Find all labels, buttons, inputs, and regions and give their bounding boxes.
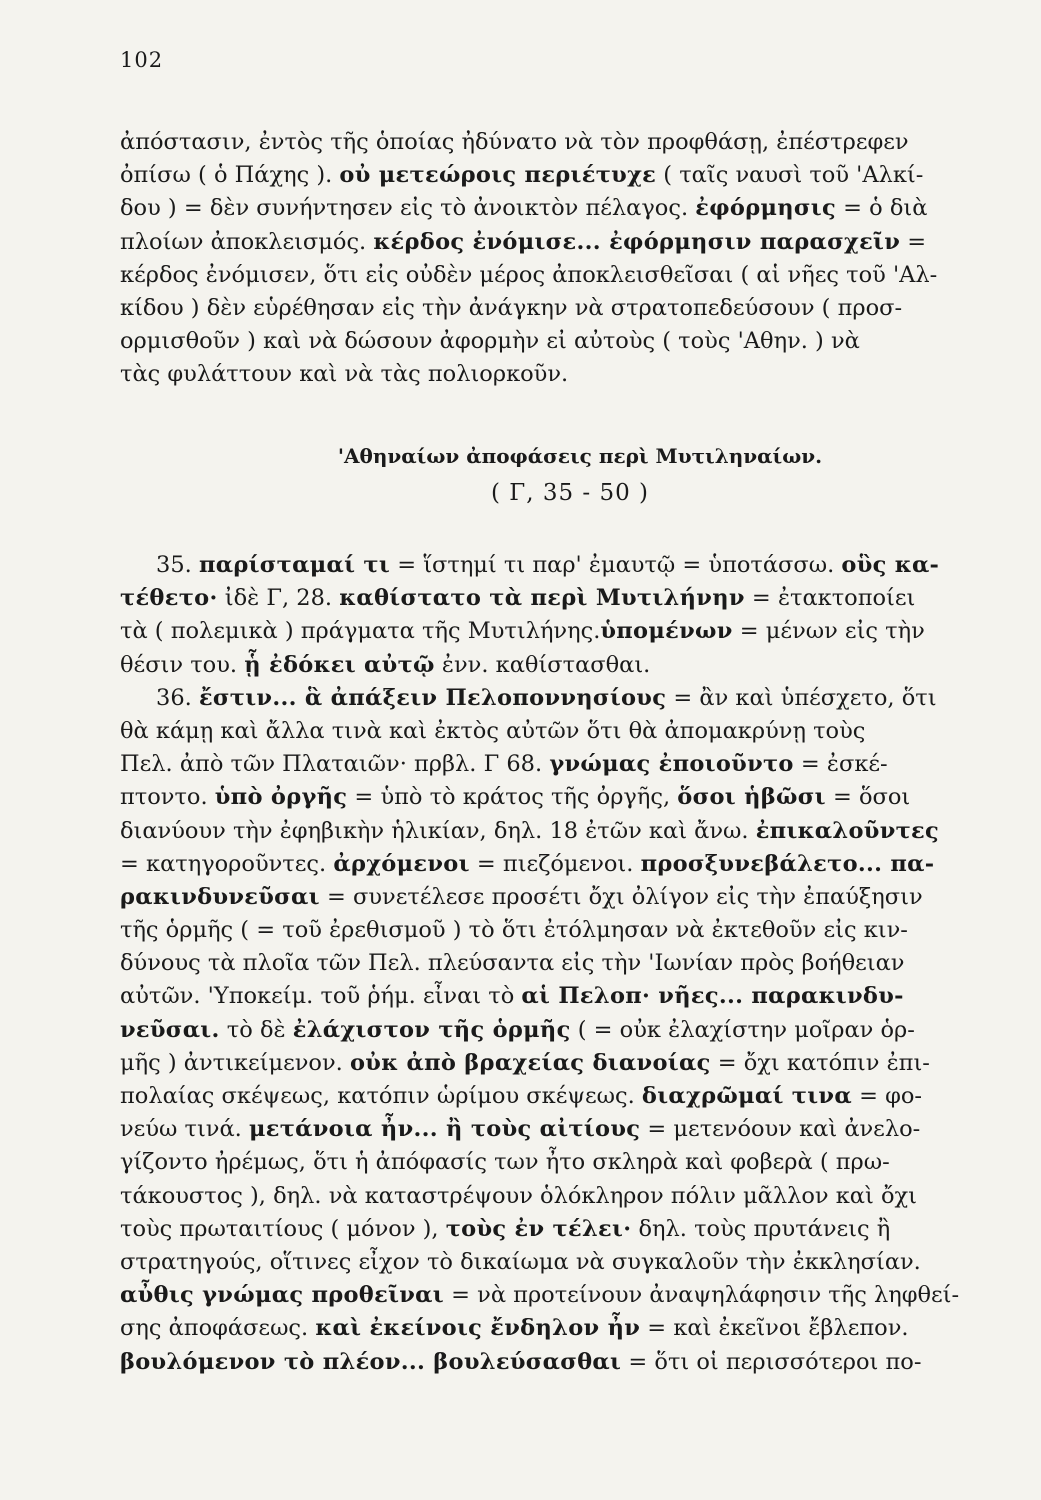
text-line [120, 914, 1020, 947]
bold-term: ᾗ ἐδόκει αὐτῷ [244, 651, 435, 678]
text-line [120, 1014, 1020, 1047]
text-line [120, 1180, 1020, 1213]
bold-term: ὑπομένων [600, 618, 733, 645]
text-run: Πελ. ἀπὸ τῶν Πλαταιῶν· πρβλ. Γ 68. [120, 751, 550, 778]
text-run: = [900, 228, 927, 255]
paragraph-top [120, 126, 1020, 392]
text-run: = ὄχι κατόπιν ἐπι- [710, 1049, 930, 1076]
section-header [120, 440, 1020, 513]
text-run: αὐτῶν. 'Υποκείμ. τοῦ ῥήμ. εἶναι τὸ [120, 983, 522, 1010]
text-line [120, 615, 1020, 648]
text-line [120, 649, 1020, 682]
section-range: ( Γ, 35 - 50 ) [490, 480, 650, 506]
text-line [120, 126, 1020, 159]
text-line [120, 226, 1020, 259]
bold-term: αὖθις γνώμας προθεῖναι [120, 1282, 444, 1309]
text-line [120, 325, 1020, 358]
text-run: γίζοντο ἠρέμως, ὅτι ἡ ἀπόφασίς των ἦτο σκληρὰ καὶ φοβερὰ ( πρω- [120, 1149, 890, 1176]
bold-term: ἐπικαλοῦντες [755, 817, 940, 844]
bold-term: ρακινδυνεῦσαι [120, 883, 320, 910]
text-run: ὀπίσω ( ὁ Πάχης ). [120, 162, 340, 189]
page-number: 102 [120, 48, 164, 72]
text-run: τοὺς πρωταιτίους ( μόνον ), [120, 1215, 446, 1242]
text-line [120, 1080, 1020, 1113]
text-line [120, 582, 1020, 615]
text-run: τὰ ( πολεμικὰ ) πράγματα τῆς Μυτιλήνης. [120, 618, 601, 645]
text-run: = ἐτακτοποίει [744, 585, 916, 612]
text-run: = μένων εἰς τὴν [732, 618, 925, 645]
text-run: θέσιν του. [120, 651, 245, 678]
text-line [120, 947, 1020, 980]
bold-term: τοὺς ἐν τέλει· [445, 1215, 632, 1242]
paragraph-bottom [120, 549, 1020, 1379]
text-line [120, 848, 1020, 881]
text-line [120, 159, 1020, 192]
bold-term: οὐκ ἀπὸ βραχείας διανοίας [349, 1049, 711, 1076]
bold-term: νεῦσαι. [120, 1016, 220, 1043]
bold-term: ὑπὸ ὀργῆς [214, 784, 348, 811]
text-run: πλοίων ἀποκλεισμός. [120, 228, 374, 255]
bold-term: βουλόμενον τὸ πλέον... βουλεύσασθαι [120, 1348, 622, 1375]
text-run: μῆς ) ἀντικείμενον. [120, 1049, 350, 1076]
text-run: ἐνν. καθίστασθαι. [434, 651, 651, 678]
bold-term: ἐλάχιστον τῆς ὁρμῆς [292, 1016, 571, 1043]
bold-term: κέρδος ἐνόμισε... ἐφόρμησιν παρασχεῖν [373, 228, 901, 255]
text-run: ἀπόστασιν, ἐντὸς τῆς ὁποίας ἠδύνατο νὰ τὸν προφθάσῃ, ἐπέστρεφεν [120, 129, 909, 155]
text-run: ἰδὲ Γ, 28. [217, 585, 340, 612]
bold-term: τέθετο· [120, 585, 218, 612]
text-run: = μετενόουν καὶ ἀνελο- [640, 1116, 921, 1143]
text-run: τάκουστος ), δηλ. νὰ καταστρέψουν ὁλόκληρον πόλιν μᾶλλον καὶ ὄχι [120, 1182, 917, 1209]
text-run: = ἂν καὶ ὑπέσχετο, ὅτι [666, 684, 937, 711]
text-line [120, 192, 1020, 225]
text-run: πολαίας σκέψεως, κατόπιν ὡρίμου σκέψεως. [120, 1083, 642, 1109]
text-run: κέρδος ἐνόμισεν, ὅτι εἰς οὐδὲν μέρος ἀποκλεισθεῖσαι ( αἱ νῆες τοῦ 'Αλ- [120, 261, 938, 288]
text-run: στρατηγούς, οἵτινες εἶχον τὸ δικαίωμα νὰ συγκαλοῦν τὴν ἐκκλησίαν. [120, 1248, 921, 1275]
text-line [120, 1312, 1020, 1345]
text-line [120, 549, 1020, 582]
text-run: κίδου ) δὲν εὑρέθησαν εἰς τὴν ἀνάγκην νὰ στρατοπεδεύσουν ( προσ- [120, 294, 903, 321]
text-run: δύνους τὰ πλοῖα τῶν Πελ. πλεύσαντα εἰς τὴν 'Ιωνίαν πρὸς βοήθειαν [120, 950, 905, 977]
section-heading: 'Αθηναίων ἀποφάσεις περὶ Μυτιληναίων. [337, 444, 823, 468]
text-run: = ἐσκέ- [793, 751, 888, 778]
text-run: ( ταῖς ναυσὶ τοῦ 'Αλκί- [656, 162, 924, 189]
text-line [120, 1047, 1020, 1080]
text-line [120, 1246, 1020, 1279]
text-line [120, 1146, 1020, 1179]
bold-term: οὓς κα- [841, 552, 940, 578]
text-run: = νὰ προτείνουν ἀναψηλάφησιν τῆς ληφθεί- [443, 1282, 960, 1309]
bold-term: γνώμας ἐποιοῦντο [549, 751, 794, 778]
bold-term: ἐφόρμησις [695, 195, 836, 222]
text-run: νεύω τινά. [120, 1116, 249, 1143]
text-run: = ὁ διὰ [835, 195, 928, 222]
text-run: σης ἀποφάσεως. [120, 1315, 316, 1342]
text-line [120, 815, 1020, 848]
text-run: ( = οὐκ ἐλαχίστην μοῖραν ὁρ- [570, 1016, 915, 1043]
bold-term: ἔστιν... ἃ ἀπάξειν Πελοποννησίους [198, 684, 667, 711]
text-line [120, 358, 1020, 391]
bold-term: καθίστατο τὰ περὶ Μυτιλήνην [339, 585, 745, 612]
text-run: = συνετέλεσε προσέτι ὄχι ὀλίγον εἰς τὴν ἐπαύξησιν [319, 883, 923, 910]
text-run: = κατηγοροῦντες. [120, 850, 334, 877]
bold-term: οὐ μετεώροις περιέτυχε [339, 162, 657, 189]
text-line [120, 1279, 1020, 1312]
text-line [120, 781, 1020, 814]
text-run: 36. [156, 684, 199, 711]
text-line [120, 259, 1020, 292]
text-run: τῆς ὁρμῆς ( = τοῦ ἐρεθισμοῦ ) τὸ ὅτι ἐτόλμησαν νὰ ἐκτεθοῦν εἰς κιν- [120, 917, 908, 944]
text-run: δου ) = δὲν συνήντησεν εἰς τὸ ἀνοικτὸν πέλαγος. [120, 195, 696, 222]
text-run: τὸ δὲ [219, 1016, 293, 1043]
text-line [120, 292, 1020, 325]
text-run: θὰ κάμῃ καὶ ἄλλα τινὰ καὶ ἐκτὸς αὐτῶν ὅτι θὰ ἀπομακρύνῃ τοὺς [120, 717, 866, 744]
bold-term: προσξυνεβάλετο... πα- [640, 850, 935, 877]
text-run: = ἵστημί τι παρ' ἐμαυτῷ = ὑποτάσσω. [390, 552, 842, 578]
text-line [120, 1113, 1020, 1146]
text-line [120, 1346, 1020, 1379]
text-line [120, 748, 1020, 781]
bold-term: ὅσοι ἡβῶσι [677, 784, 826, 811]
text-line [120, 682, 1020, 715]
text-line [120, 881, 1020, 914]
text-run: = ὅσοι [825, 784, 911, 811]
text-run: = καὶ ἐκεῖνοι ἔβλεπον. [640, 1315, 909, 1342]
text-run: δηλ. τοὺς πρυτάνεις ἢ [631, 1215, 891, 1242]
text-run: = φο- [851, 1083, 923, 1109]
bold-term: αἱ Πελοπ· νῆες... παρακινδυ- [521, 983, 904, 1010]
bold-term: διαχρῶμαί τινα [641, 1083, 852, 1109]
text-run: ορμισθοῦν ) καὶ νὰ δώσουν ἀφορμὴν εἰ αὐτοὺς ( τοὺς 'Αθην. ) νὰ [120, 328, 860, 355]
text-line [120, 980, 1020, 1013]
text-run: διανύουν τὴν ἐφηβικὴν ἡλικίαν, δηλ. 18 ἐτῶν καὶ ἄνω. [120, 817, 756, 844]
bold-term: καὶ ἐκείνοις ἔνδηλον ἦν [315, 1315, 641, 1342]
bold-term: παρίσταμαί τι [198, 552, 391, 578]
text-run: πτοντο. [120, 784, 215, 811]
text-run: τὰς φυλάττουν καὶ νὰ τὰς πολιορκοῦν. [120, 361, 569, 388]
bold-term: ἀρχόμενοι [333, 850, 470, 877]
text-run: = ὅτι οἱ περισσότεροι πο- [621, 1348, 922, 1375]
text-run: = ὑπὸ τὸ κράτος τῆς ὀργῆς, [347, 784, 678, 811]
text-run: 35. [156, 552, 199, 578]
bold-term: μετάνοια ἦν... ἢ τοὺς αἰτίους [248, 1116, 641, 1143]
text-run: = πιεζόμενοι. [469, 850, 641, 877]
text-line [120, 1213, 1020, 1246]
text-line [120, 715, 1020, 748]
